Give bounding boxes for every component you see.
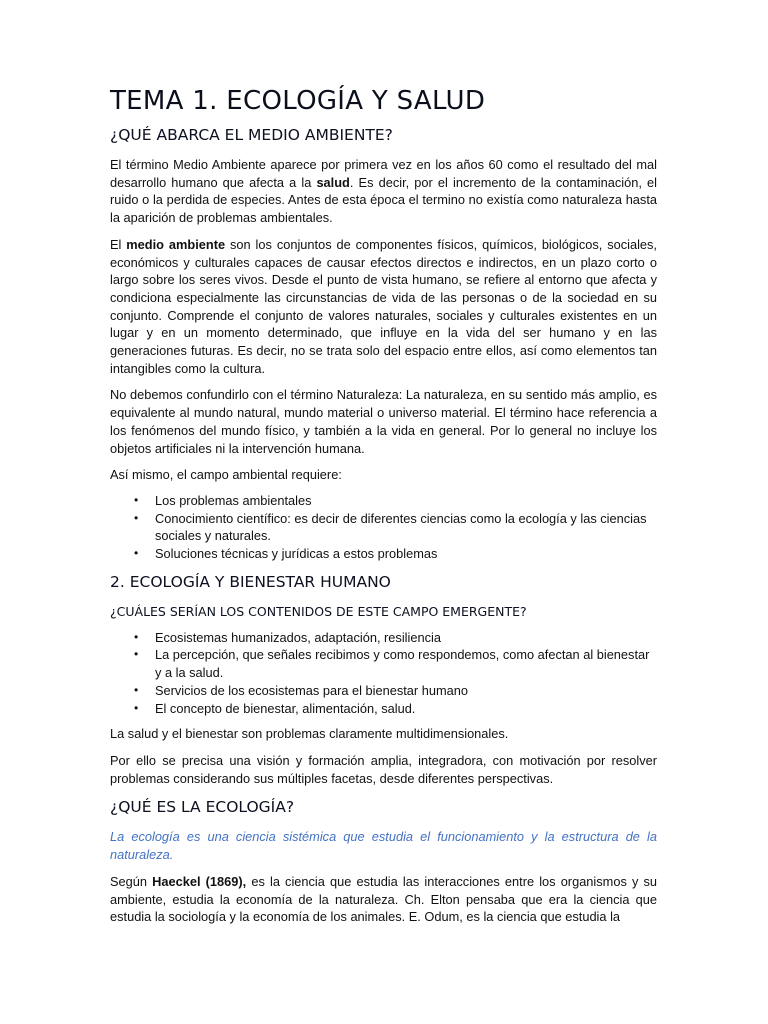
paragraph-vision-formacion: Por ello se precisa una visión y formación amplia, integradora, con motivación por resolver problemas considerando sus múltiples facetas, desde diferentes perspectivas. — [110, 752, 657, 786]
bullet-icon: • — [134, 492, 139, 507]
page-title: TEMA 1. ECOLOGÍA Y SALUD — [110, 86, 486, 116]
text-run: son los conjuntos de componentes físicos, químicos, biológicos, sociales, económicos y culturales capaces de causar efectos directos e indirectos, en un plazo corto o largo sobre los seres vivos. Desde el punto de vista humano, se refiere al entorno que afecta y condiciona especialmente las circunstancias de vida de las personas o de la sociedad en su conjunto. Comprende el conjunto de valores naturales, sociales y culturales existentes en un lugar y en un momento determinado, que influye en la vida del ser humano y en las generaciones futuras. Es decir, no se trata solo del espacio entre ellos, así como elementos tan intangibles como la cultura. — [110, 236, 657, 376]
list-item-text: Ecosistemas humanizados, adaptación, resiliencia — [155, 629, 441, 645]
list-item-text: Soluciones técnicas y jurídicas a estos problemas — [155, 546, 438, 562]
paragraph-haeckel — [110, 873, 657, 926]
bold-run: medio ambiente — [126, 236, 226, 252]
paragraph-naturaleza: No debemos confundirlo con el término Naturaleza: La naturaleza, en su sentido más amplio, es equivalente al mundo natural, mundo material o universo material. El término hace referencia a los fenómenos del mundo físico, y también a la vida en general. Por lo general no incluye los objetos artificiales ni la intervención humana. — [110, 387, 657, 456]
bullet-icon: • — [134, 510, 139, 525]
text-run: El término Medio Ambiente aparece por primera vez en los años 60 como el resultado del mal desarrollo humano que afecta a la — [110, 157, 657, 190]
text-run: El — [110, 236, 127, 252]
definition-quote: La ecología es una ciencia sistémica que estudia el funcionamiento y la estructura de la naturaleza. — [110, 829, 657, 863]
paragraph-salud-bienestar: La salud y el bienestar son problemas claramente multidimensionales. — [110, 726, 509, 742]
text-run: . Es decir, por el incremento de la contaminación, el ruido o la perdida de especies. Antes de esta época el termino no existía como naturaleza hasta la aparición de problemas ambientales. — [110, 174, 657, 226]
bold-run: Haeckel (1869), — [152, 873, 247, 889]
list-item — [134, 700, 657, 718]
list-item-text: Los problemas ambientales — [155, 492, 312, 508]
text-run: Según — [110, 873, 153, 889]
bullet-icon: • — [134, 647, 139, 662]
section-heading-ecologia: ¿QUÉ ES LA ECOLOGÍA? — [110, 798, 295, 817]
paragraph-definicion-medio-ambiente — [110, 236, 657, 378]
list-item — [134, 629, 657, 647]
list-item-text: El concepto de bienestar, alimentación, salud. — [155, 700, 416, 716]
list-item-text: Conocimiento científico: es decir de diferentes ciencias como la ecología y las ciencias sociales y naturales. — [155, 510, 647, 544]
bullet-list-campo-ambiental — [110, 492, 657, 563]
paragraph-origen-termino — [110, 156, 657, 227]
bullet-icon: • — [134, 682, 139, 697]
list-item — [134, 545, 657, 563]
bullet-icon: • — [134, 629, 139, 644]
section-heading-medio-ambiente: ¿QUÉ ABARCA EL MEDIO AMBIENTE? — [110, 126, 393, 144]
list-item-text: La percepción, que señales recibimos y como respondemos, como afectan al bienestar y a la salud. — [155, 647, 650, 681]
bullet-list-contenidos — [110, 629, 657, 718]
text-run: es la ciencia que estudia las interacciones entre los organismos y su ambiente, estudia la economía de la naturaleza. Ch. Elton pensaba que era la ciencia que estudia la sociología y la economía de los animales. E. Odum, es la ciencia que estudia la — [110, 873, 658, 925]
list-item-text: Servicios de los ecosistemas para el bienestar humano — [155, 682, 468, 698]
list-item — [134, 682, 657, 700]
list-item — [134, 646, 657, 681]
bold-run: salud — [316, 174, 350, 190]
list-item — [134, 492, 657, 510]
section-heading-bienestar: 2. ECOLOGÍA Y BIENESTAR HUMANO — [110, 572, 391, 591]
paragraph-campo-ambiental: Así mismo, el campo ambiental requiere: — [110, 467, 342, 483]
list-item — [134, 510, 657, 545]
bullet-icon: • — [134, 546, 139, 561]
subheading-contenidos: ¿CUÁLES SERÍAN LOS CONTENIDOS DE ESTE CAMPO EMERGENTE? — [110, 603, 527, 619]
bullet-icon: • — [134, 700, 139, 715]
